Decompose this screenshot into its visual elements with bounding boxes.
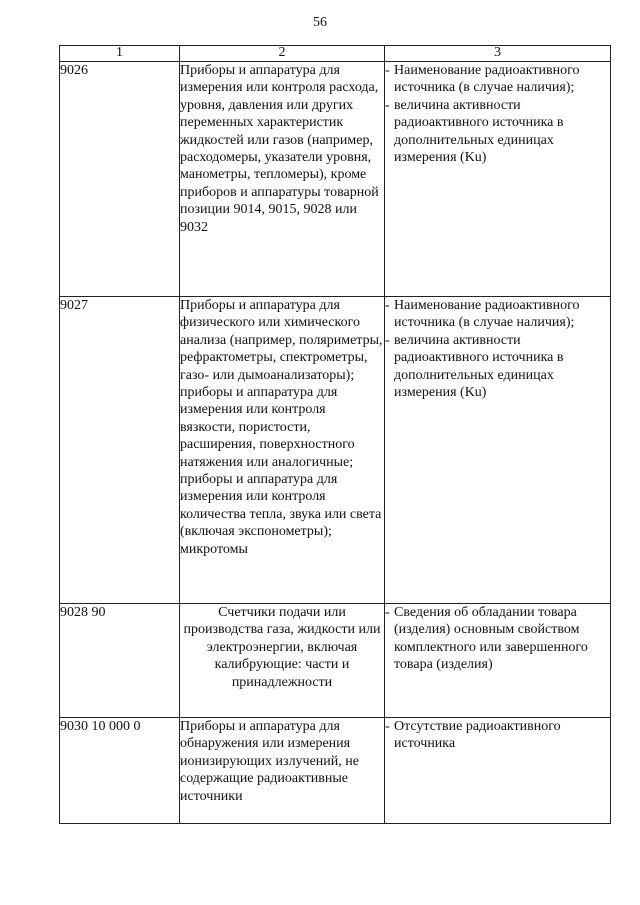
- table-row: [60, 604, 611, 718]
- table-row: [60, 718, 611, 824]
- requirement-text: Наименование радиоактивного источника (в случае наличия);: [394, 298, 580, 331]
- requirement-item: - Отсутствие радиоактивного источника: [385, 718, 610, 753]
- table-row: [60, 62, 611, 297]
- goods-code: 9028 90: [60, 604, 180, 718]
- requirement-text: величина активности радиоактивного источника в дополнительных единицах измерения (Ku): [394, 97, 564, 166]
- requirements-cell: [385, 604, 611, 718]
- goods-code: 9026: [60, 62, 180, 297]
- goods-table: [59, 45, 611, 824]
- requirement-item: - Сведения об обладании товара (изделия) основным свойством комплектного или завершенного товара (изделия): [385, 604, 610, 674]
- goods-description: Приборы и аппаратура для физического или химического анализа (например, поляриметры, рефрактометры, спектрометры, газо- или дымоанализаторы); приборы и аппаратура для измерения или контроля вязкости, пористости, расширения, поверхностного натяжения или аналогичные; приборы и аппаратура для измерения или контроля количества тепла, звука или света (включая экспонометры); микротомы: [180, 297, 385, 604]
- goods-description: Приборы и аппаратура для измерения или контроля расхода, уровня, давления или других переменных характеристик жидкостей или газов (например, расходомеры, указатели уровня, манометры, тепломеры), кроме приборов и аппаратуры товарной позиции 9014, 9015, 9028 или 9032: [180, 62, 385, 297]
- goods-description: Счетчики подачи или производства газа, жидкости или электроэнергии, включая калибрующие: части и принадлежности: [180, 604, 385, 718]
- requirement-item: - величина активности радиоактивного источника в дополнительных единицах измерения (Ku): [385, 97, 610, 167]
- column-header-3: 3: [385, 46, 611, 62]
- header-row: [60, 46, 611, 62]
- goods-code: 9030 10 000 0: [60, 718, 180, 824]
- requirement-text: Сведения об обладании товара (изделия) основным свойством комплектного или завершенного товара (изделия): [394, 605, 588, 673]
- column-header-1: 1: [60, 46, 180, 62]
- requirement-item: - Наименование радиоактивного источника (в случае наличия);: [385, 62, 610, 97]
- requirements-cell: [385, 297, 611, 604]
- column-header-2: 2: [180, 46, 385, 62]
- requirement-text: Наименование радиоактивного источника (в случае наличия);: [394, 63, 580, 96]
- goods-description: Приборы и аппаратура для обнаружения или измерения ионизирующих излучений, не содержащие радиоактивные источники: [180, 718, 385, 824]
- requirement-item: - Наименование радиоактивного источника (в случае наличия);: [385, 297, 610, 332]
- table-row: [60, 297, 611, 604]
- requirement-item: - величина активности радиоактивного источника в дополнительных единицах измерения (Ku): [385, 332, 610, 402]
- requirement-text: величина активности радиоактивного источника в дополнительных единицах измерения (Ku): [394, 332, 564, 401]
- requirements-cell: [385, 62, 611, 297]
- page-number: 56: [313, 15, 327, 30]
- requirement-text: Отсутствие радиоактивного источника: [394, 719, 561, 752]
- requirements-cell: [385, 718, 611, 824]
- goods-code: 9027: [60, 297, 180, 604]
